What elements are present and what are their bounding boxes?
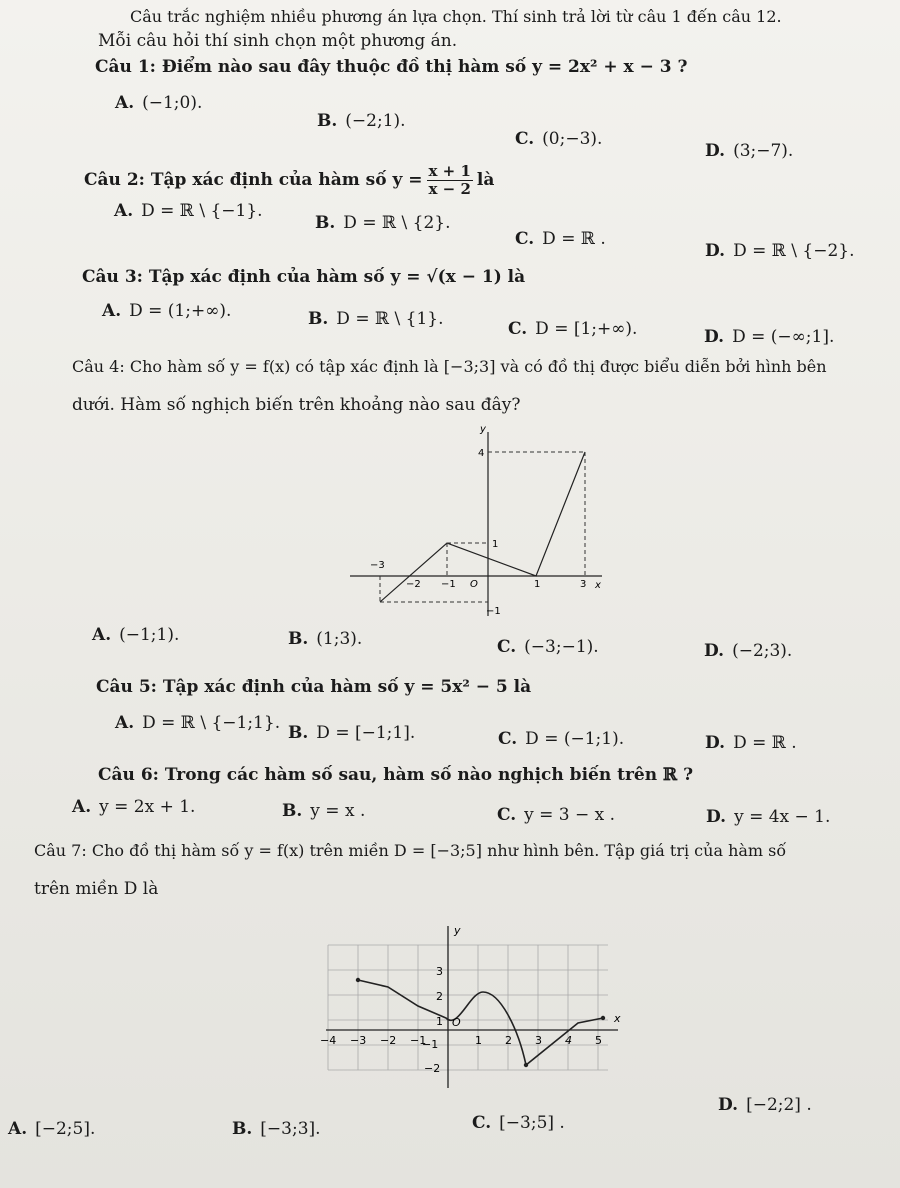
tick-label: −2: [380, 1034, 397, 1047]
option-text: (3;−7).: [733, 141, 794, 161]
option-text: y = 2x + 1.: [99, 797, 196, 817]
q5-option-b[interactable]: [288, 722, 415, 744]
option-key: C.: [515, 229, 535, 249]
q2-stem-suffix: là: [476, 170, 495, 190]
tick-label: −2: [406, 579, 421, 590]
q4-graph: [340, 424, 610, 620]
option-key: D.: [706, 807, 727, 827]
tick-label: 1: [492, 539, 499, 550]
option-text: [−3;5] .: [499, 1113, 565, 1133]
fraction-numerator: x + 1: [428, 162, 471, 180]
option-text: [−2;2] .: [746, 1095, 812, 1115]
option-key: C.: [498, 729, 518, 749]
q2-stem-prefix: Câu 2: Tập xác định của hàm số y =: [84, 170, 423, 190]
option-key: C.: [472, 1113, 492, 1133]
option-key: B.: [288, 629, 309, 649]
option-key: A.: [92, 625, 112, 645]
option-key: B.: [315, 213, 336, 233]
x-axis-label: x: [614, 1012, 621, 1025]
origin-label: O: [452, 1016, 461, 1029]
option-key: D.: [705, 241, 726, 261]
option-key: C.: [515, 129, 535, 149]
q2-option-c[interactable]: [515, 228, 606, 250]
q6-option-b[interactable]: [282, 800, 365, 822]
option-text: (−1;0).: [142, 93, 203, 113]
tick-label: 3: [535, 1034, 542, 1047]
option-key: A.: [115, 93, 135, 113]
tick-label: −3: [350, 1034, 367, 1047]
q2-option-b[interactable]: [315, 212, 451, 234]
tick-label: −1: [410, 1034, 427, 1047]
option-text: D = [−1;1].: [316, 723, 416, 743]
section-subinstruction: Mỗi câu hỏi thí sinh chọn một phương án.: [98, 31, 458, 51]
option-key: D.: [718, 1095, 739, 1115]
q4-option-b[interactable]: [288, 628, 362, 650]
q2-option-d[interactable]: [705, 240, 855, 262]
option-text: D = ℝ .: [733, 733, 797, 753]
option-key: A.: [115, 713, 135, 733]
q5-option-a[interactable]: [115, 712, 280, 734]
q7-option-a[interactable]: [8, 1118, 95, 1140]
q4-option-c[interactable]: [497, 636, 599, 658]
option-key: C.: [497, 637, 517, 657]
option-key: B.: [288, 723, 309, 743]
option-key: B.: [232, 1119, 253, 1139]
option-key: D.: [705, 733, 726, 753]
option-text: [−2;5].: [35, 1119, 96, 1139]
option-text: y = 3 − x .: [524, 805, 616, 825]
y-axis-label: y: [454, 924, 461, 937]
option-text: y = 4x − 1.: [734, 807, 831, 827]
q7-graph: [318, 920, 628, 1090]
option-text: y = x .: [310, 801, 366, 821]
q1-option-d[interactable]: [705, 140, 793, 162]
q6-option-a[interactable]: [72, 796, 195, 818]
fraction-denominator: x − 2: [428, 180, 471, 198]
q3-option-c[interactable]: [508, 318, 637, 340]
question-7-stem-line1: Câu 7: Cho đồ thị hàm số y = f(x) trên miền D = [−3;5] như hình bên. Tập giá trị của hàm số: [34, 841, 787, 860]
tick-label: 4: [565, 1034, 572, 1047]
q4-option-d[interactable]: [704, 640, 792, 662]
option-text: D = ℝ \ {−1}.: [141, 201, 263, 221]
option-text: D = ℝ \ {−2}.: [733, 241, 855, 261]
tick-label: 2: [505, 1034, 512, 1047]
option-text: D = (1;+∞).: [129, 301, 232, 321]
option-key: D.: [705, 141, 726, 161]
graph-curve: [358, 980, 603, 1065]
origin-label: O: [470, 579, 478, 590]
tick-label: 2: [436, 990, 443, 1003]
option-text: (−2;3).: [732, 641, 793, 661]
q7-option-b[interactable]: [232, 1118, 321, 1140]
tick-label: −1: [441, 579, 456, 590]
q1-option-a[interactable]: [115, 92, 202, 114]
tick-label: 1: [534, 579, 541, 590]
option-key: D.: [704, 327, 725, 347]
option-text: D = ℝ \ {−1;1}.: [142, 713, 281, 733]
q1-option-b[interactable]: [317, 110, 406, 132]
option-key: C.: [508, 319, 528, 339]
option-text: (−3;−1).: [524, 637, 599, 657]
q7-option-d[interactable]: [718, 1094, 812, 1116]
tick-label: 3: [436, 965, 443, 978]
option-text: D = [1;+∞).: [535, 319, 638, 339]
q5-option-d[interactable]: [705, 732, 797, 754]
section-instruction: Câu trắc nghiệm nhiều phương án lựa chọn. Thí sinh trả lời từ câu 1 đến câu 12.: [130, 7, 782, 26]
option-text: D = ℝ .: [542, 229, 606, 249]
option-text: D = (−1;1).: [525, 729, 625, 749]
option-key: B.: [308, 309, 329, 329]
q2-fraction: [427, 163, 473, 198]
grid: [328, 945, 608, 1070]
option-text: D = (−∞;1].: [732, 327, 835, 347]
q4-option-a[interactable]: [92, 624, 179, 646]
tick-label: 1: [436, 1015, 443, 1028]
question-4-stem-line1: Câu 4: Cho hàm số y = f(x) có tập xác định là [−3;3] và có đồ thị được biểu diễn bởi hình bên: [72, 357, 827, 376]
q7-option-c[interactable]: [472, 1112, 565, 1134]
question-7-stem-line2: trên miền D là: [34, 879, 159, 899]
x-axis-label: x: [595, 580, 601, 591]
tick-label: −1: [486, 606, 501, 617]
q5-option-c[interactable]: [498, 728, 624, 750]
option-key: A.: [114, 201, 134, 221]
question-4-stem-line2: dưới. Hàm số nghịch biến trên khoảng nào sau đây?: [72, 395, 521, 415]
option-key: D.: [704, 641, 725, 661]
tick-label: 4: [478, 448, 485, 459]
q6-option-c[interactable]: [497, 804, 615, 826]
tick-label: −4: [320, 1034, 337, 1047]
tick-label: 1: [475, 1034, 482, 1047]
tick-label: −2: [424, 1062, 441, 1075]
question-3-stem: Câu 3: Tập xác định của hàm số y = √(x − 1) là: [82, 267, 526, 287]
q6-option-d[interactable]: [706, 806, 830, 828]
q1-option-c[interactable]: [515, 128, 602, 150]
option-key: B.: [317, 111, 338, 131]
option-key: A.: [8, 1119, 28, 1139]
option-text: (−1;1).: [119, 625, 180, 645]
question-1-stem: Câu 1: Điểm nào sau đây thuộc đồ thị hàm số y = 2x² + x − 3 ?: [95, 57, 688, 77]
option-text: (1;3).: [316, 629, 363, 649]
option-text: D = ℝ \ {1}.: [336, 309, 444, 329]
q3-option-b[interactable]: [308, 308, 444, 330]
option-key: A.: [102, 301, 122, 321]
tick-label: 5: [595, 1034, 602, 1047]
q3-option-a[interactable]: [102, 300, 231, 322]
option-key: C.: [497, 805, 517, 825]
option-key: A.: [72, 797, 92, 817]
y-axis-label: y: [480, 424, 486, 435]
option-text: D = ℝ \ {2}.: [343, 213, 451, 233]
option-text: (−2;1).: [345, 111, 406, 131]
option-text: [−3;3].: [260, 1119, 321, 1139]
tick-label: −3: [370, 560, 385, 571]
tick-label: −1: [422, 1038, 439, 1051]
question-5-stem: Câu 5: Tập xác định của hàm số y = 5x² − 5 là: [96, 677, 532, 697]
question-6-stem: Câu 6: Trong các hàm số sau, hàm số nào nghịch biến trên ℝ ?: [98, 765, 694, 785]
option-text: (0;−3).: [542, 129, 603, 149]
option-key: B.: [282, 801, 303, 821]
tick-label: 3: [580, 579, 587, 590]
q2-option-a[interactable]: [114, 200, 263, 222]
question-2-stem: [84, 160, 494, 200]
q3-option-d[interactable]: [704, 326, 834, 348]
